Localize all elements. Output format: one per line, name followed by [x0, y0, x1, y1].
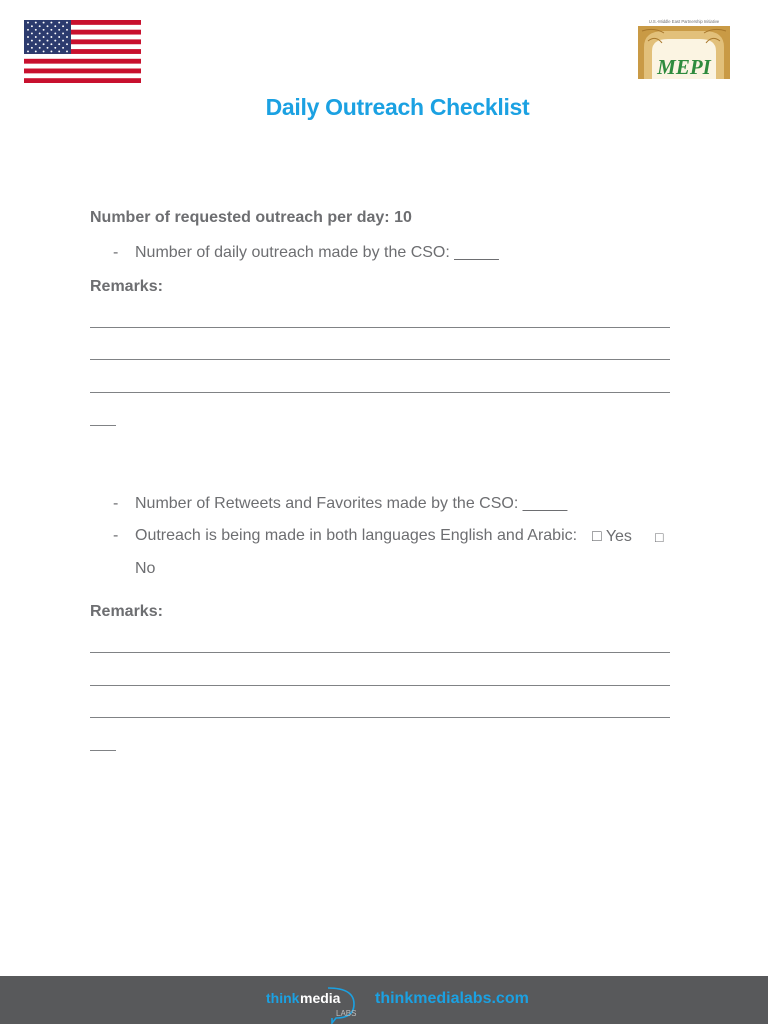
flag-star: [43, 29, 45, 31]
flag-star: [58, 36, 60, 38]
flag-star: [62, 25, 64, 27]
remarks-line: [90, 652, 670, 653]
flag-star: [35, 29, 37, 31]
flag-star: [35, 50, 37, 52]
thinkmedia-labs-logo: [266, 982, 358, 1024]
brand-media: media: [300, 990, 341, 1006]
remarks-line: [90, 392, 670, 393]
page-title: Daily Outreach Checklist: [265, 94, 530, 120]
remarks-label: Remarks:: [90, 603, 163, 620]
flag-star: [50, 50, 52, 52]
mepi-wordmark: MEPI: [657, 55, 711, 79]
flag-star: [39, 40, 41, 42]
retweets-item: Number of Retweets and Favorites made by the CSO: _____: [135, 495, 568, 512]
bullet-dash: -: [113, 527, 119, 544]
flag-star: [27, 50, 29, 52]
languages-item: Outreach is being made in both languages English and Arabic:: [135, 527, 578, 544]
flag-star: [50, 43, 52, 45]
flag-star: [66, 43, 68, 45]
flag-star: [50, 22, 52, 24]
flag-star: [27, 29, 29, 31]
flag-star: [47, 40, 49, 42]
list-item: [113, 244, 499, 262]
flag-star: [62, 47, 64, 49]
flag-star: [54, 47, 56, 49]
brand-labs: LABS: [336, 1009, 357, 1018]
remarks-line: [90, 685, 670, 686]
us-flag-logo: [24, 20, 141, 83]
flag-star: [31, 40, 33, 42]
flag-star: [54, 32, 56, 34]
bullet-dash: -: [113, 495, 119, 512]
flag-star: [35, 36, 37, 38]
flag-star: [54, 40, 56, 42]
flag-star: [58, 29, 60, 31]
flag-star: [62, 32, 64, 34]
flag-star: [39, 47, 41, 49]
mepi-caption: U.S.-Middle East Partnership Initiative: [648, 19, 720, 24]
remarks-label: Remarks:: [90, 278, 163, 295]
daily-outreach-item: Number of daily outreach made by the CSO: _____: [135, 244, 499, 261]
flag-star: [43, 36, 45, 38]
remarks-line: [90, 359, 670, 360]
flag-star: [54, 25, 56, 27]
flag-star: [58, 43, 60, 45]
flag-star: [43, 43, 45, 45]
flag-star: [47, 47, 49, 49]
flag-star: [35, 22, 37, 24]
flag-star: [62, 40, 64, 42]
website-link[interactable]: thinkmedialabs.com: [375, 990, 529, 1007]
flag-star: [50, 36, 52, 38]
requested-outreach-heading: Number of requested outreach per day: 10: [90, 209, 412, 226]
list-item: [113, 527, 577, 545]
yes-option: □ Yes: [592, 528, 632, 545]
flag-star: [31, 32, 33, 34]
no-checkbox: □: [655, 529, 664, 545]
remarks-line: [90, 717, 670, 718]
flag-star: [31, 47, 33, 49]
brand-think: think: [266, 990, 300, 1006]
flag-star: [35, 43, 37, 45]
flag-star: [39, 25, 41, 27]
remarks-line: [90, 327, 670, 328]
no-option-label: No: [135, 560, 156, 577]
flag-star: [39, 32, 41, 34]
flag-star: [43, 22, 45, 24]
flag-star: [31, 25, 33, 27]
flag-star: [66, 29, 68, 31]
bullet-dash: -: [113, 244, 119, 261]
remarks-line: [90, 750, 116, 751]
flag-star: [47, 25, 49, 27]
flag-star: [58, 50, 60, 52]
flag-star: [27, 22, 29, 24]
footer-bar: [0, 976, 768, 1024]
remarks-line: [90, 425, 116, 426]
flag-star: [66, 50, 68, 52]
flag-star: [50, 29, 52, 31]
flag-star: [58, 22, 60, 24]
flag-star: [43, 50, 45, 52]
flag-star: [66, 36, 68, 38]
flag-star: [47, 32, 49, 34]
mepi-logo: [634, 17, 734, 81]
list-item: [113, 495, 567, 513]
flag-star: [66, 22, 68, 24]
flag-star: [27, 36, 29, 38]
flag-star: [27, 43, 29, 45]
